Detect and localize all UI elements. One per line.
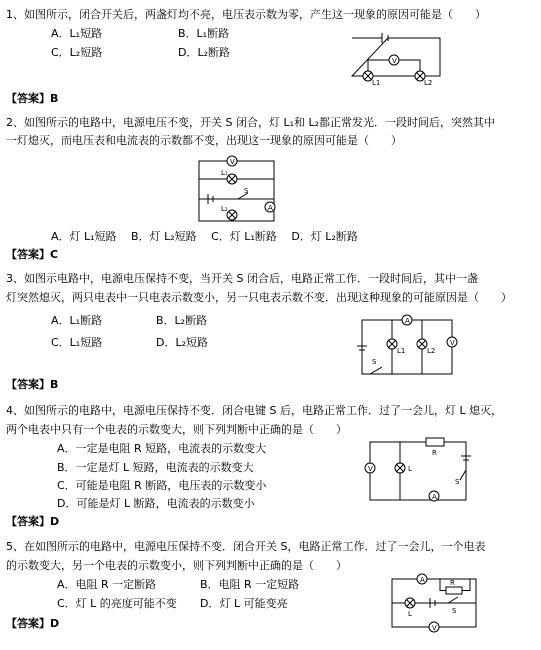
q1-option-d: D．L₂断路	[178, 46, 231, 59]
q3-option-a: A．L₁断路	[51, 314, 103, 327]
svg-text:A: A	[420, 576, 425, 584]
q4-option-c: C．可能是电阻 R 断路，电压表的示数变小	[57, 479, 267, 492]
q4-stem-line1: 4、如图所示的电路中，电源电压保持不变．闭合电键 S 后，电路正常工作．过了一会儿，灯 L 熄灭，	[6, 404, 503, 417]
svg-text:V: V	[368, 465, 373, 473]
svg-text:L₂: L₂	[221, 205, 228, 213]
svg-text:A: A	[405, 317, 410, 325]
q5-option-d: D．灯 L 可能变亮	[200, 597, 288, 610]
q2-stem-line1: 2、如图所示的电路中，电源电压不变，开关 S 闭合，灯 L₁和 L₂都正常发光．一段时间后，突然其中	[6, 116, 496, 129]
svg-text:L: L	[408, 610, 412, 618]
svg-text:L2: L2	[427, 347, 436, 355]
svg-text:V: V	[392, 57, 397, 65]
svg-text:S: S	[244, 187, 249, 195]
q1-option-a: A．L₁短路	[51, 27, 103, 40]
q1-option-b: B．L₁断路	[178, 27, 230, 40]
q3-answer: 【答案】B	[6, 378, 59, 391]
svg-text:V: V	[230, 158, 235, 166]
svg-text:L₁: L₁	[221, 169, 228, 177]
q5-option-a: A．电阻 R 一定断路	[57, 578, 157, 591]
svg-text:S: S	[455, 478, 460, 486]
q1-circuit-diagram	[348, 28, 444, 86]
q5-circuit-diagram	[386, 571, 482, 635]
svg-text:L: L	[408, 465, 412, 473]
q2-circuit-diagram	[194, 153, 280, 225]
svg-text:L1: L1	[372, 79, 381, 86]
q3-option-c: C．L₁短路	[51, 336, 103, 349]
q3-stem-line1: 3、如图示电路中，电源电压保持不变，当开关 S 闭合后，电路正常工作．一段时间后，其中一盏	[6, 272, 478, 285]
svg-text:A: A	[268, 204, 273, 212]
svg-text:L2: L2	[424, 79, 433, 86]
resistor-r-icon	[426, 438, 444, 446]
q3-option-b: B．L₂断路	[156, 314, 208, 327]
q2-options: A．灯 L₁短路 B．灯 L₂短路 C．灯 L₁断路 D．灯 L₂断路	[51, 230, 358, 243]
q1-stem: 1、如图所示，闭合开关后，两盏灯均不亮，电压表示数为零，产生这一现象的原因可能是（ ）	[6, 8, 486, 21]
q3-option-d: D．L₂短路	[156, 336, 209, 349]
q2-answer: 【答案】C	[6, 248, 59, 261]
resistor-r-icon	[446, 587, 462, 594]
svg-text:A: A	[432, 493, 437, 501]
q5-answer: 【答案】D	[6, 617, 60, 630]
svg-text:S: S	[372, 358, 377, 366]
svg-text:V: V	[432, 624, 437, 632]
q4-answer: 【答案】D	[6, 515, 60, 528]
q5-option-b: B．电阻 R 一定短路	[200, 578, 300, 591]
svg-text:R: R	[450, 579, 455, 587]
q5-stem-line1: 5、在如图所示的电路中，电源电压保持不变．闭合开关 S，电路正常工作．过了一会儿，一个电表	[6, 540, 486, 553]
svg-text:L1: L1	[397, 347, 406, 355]
q5-option-c: C．灯 L 的亮度可能不变	[57, 597, 177, 610]
q4-option-d: D．可能是灯 L 断路，电流表的示数变小	[57, 497, 255, 510]
svg-text:S: S	[452, 607, 457, 615]
q1-option-c: C．L₂短路	[51, 46, 103, 59]
svg-text:R: R	[432, 449, 437, 457]
q4-option-b: B．一定是灯 L 短路，电流表的示数变大	[57, 461, 254, 474]
svg-text:V: V	[450, 339, 455, 347]
q4-option-a: A．一定是电阻 R 短路，电流表的示数变大	[57, 442, 267, 455]
q1-answer: 【答案】B	[6, 92, 59, 105]
q4-stem-line2: 两个电表中只有一个电表的示数变大，则下列判断中正确的是（ ）	[6, 423, 347, 436]
q4-circuit-diagram	[360, 436, 476, 506]
q5-stem-line2: 的示数变大，另一个电表的示数变小，则下列判断中正确的是（ ）	[6, 559, 347, 572]
q3-circuit-diagram	[352, 312, 460, 380]
q2-stem-line2: 一灯熄灭，而电压表和电流表的示数都不变，出现这一现象的原因可能是（ ）	[6, 134, 402, 147]
q3-stem-line2: 灯突然熄灭，两只电表中一只电表示数变小，另一只电表示数不变．出现这种现象的可能原因是（ ）	[6, 291, 512, 304]
